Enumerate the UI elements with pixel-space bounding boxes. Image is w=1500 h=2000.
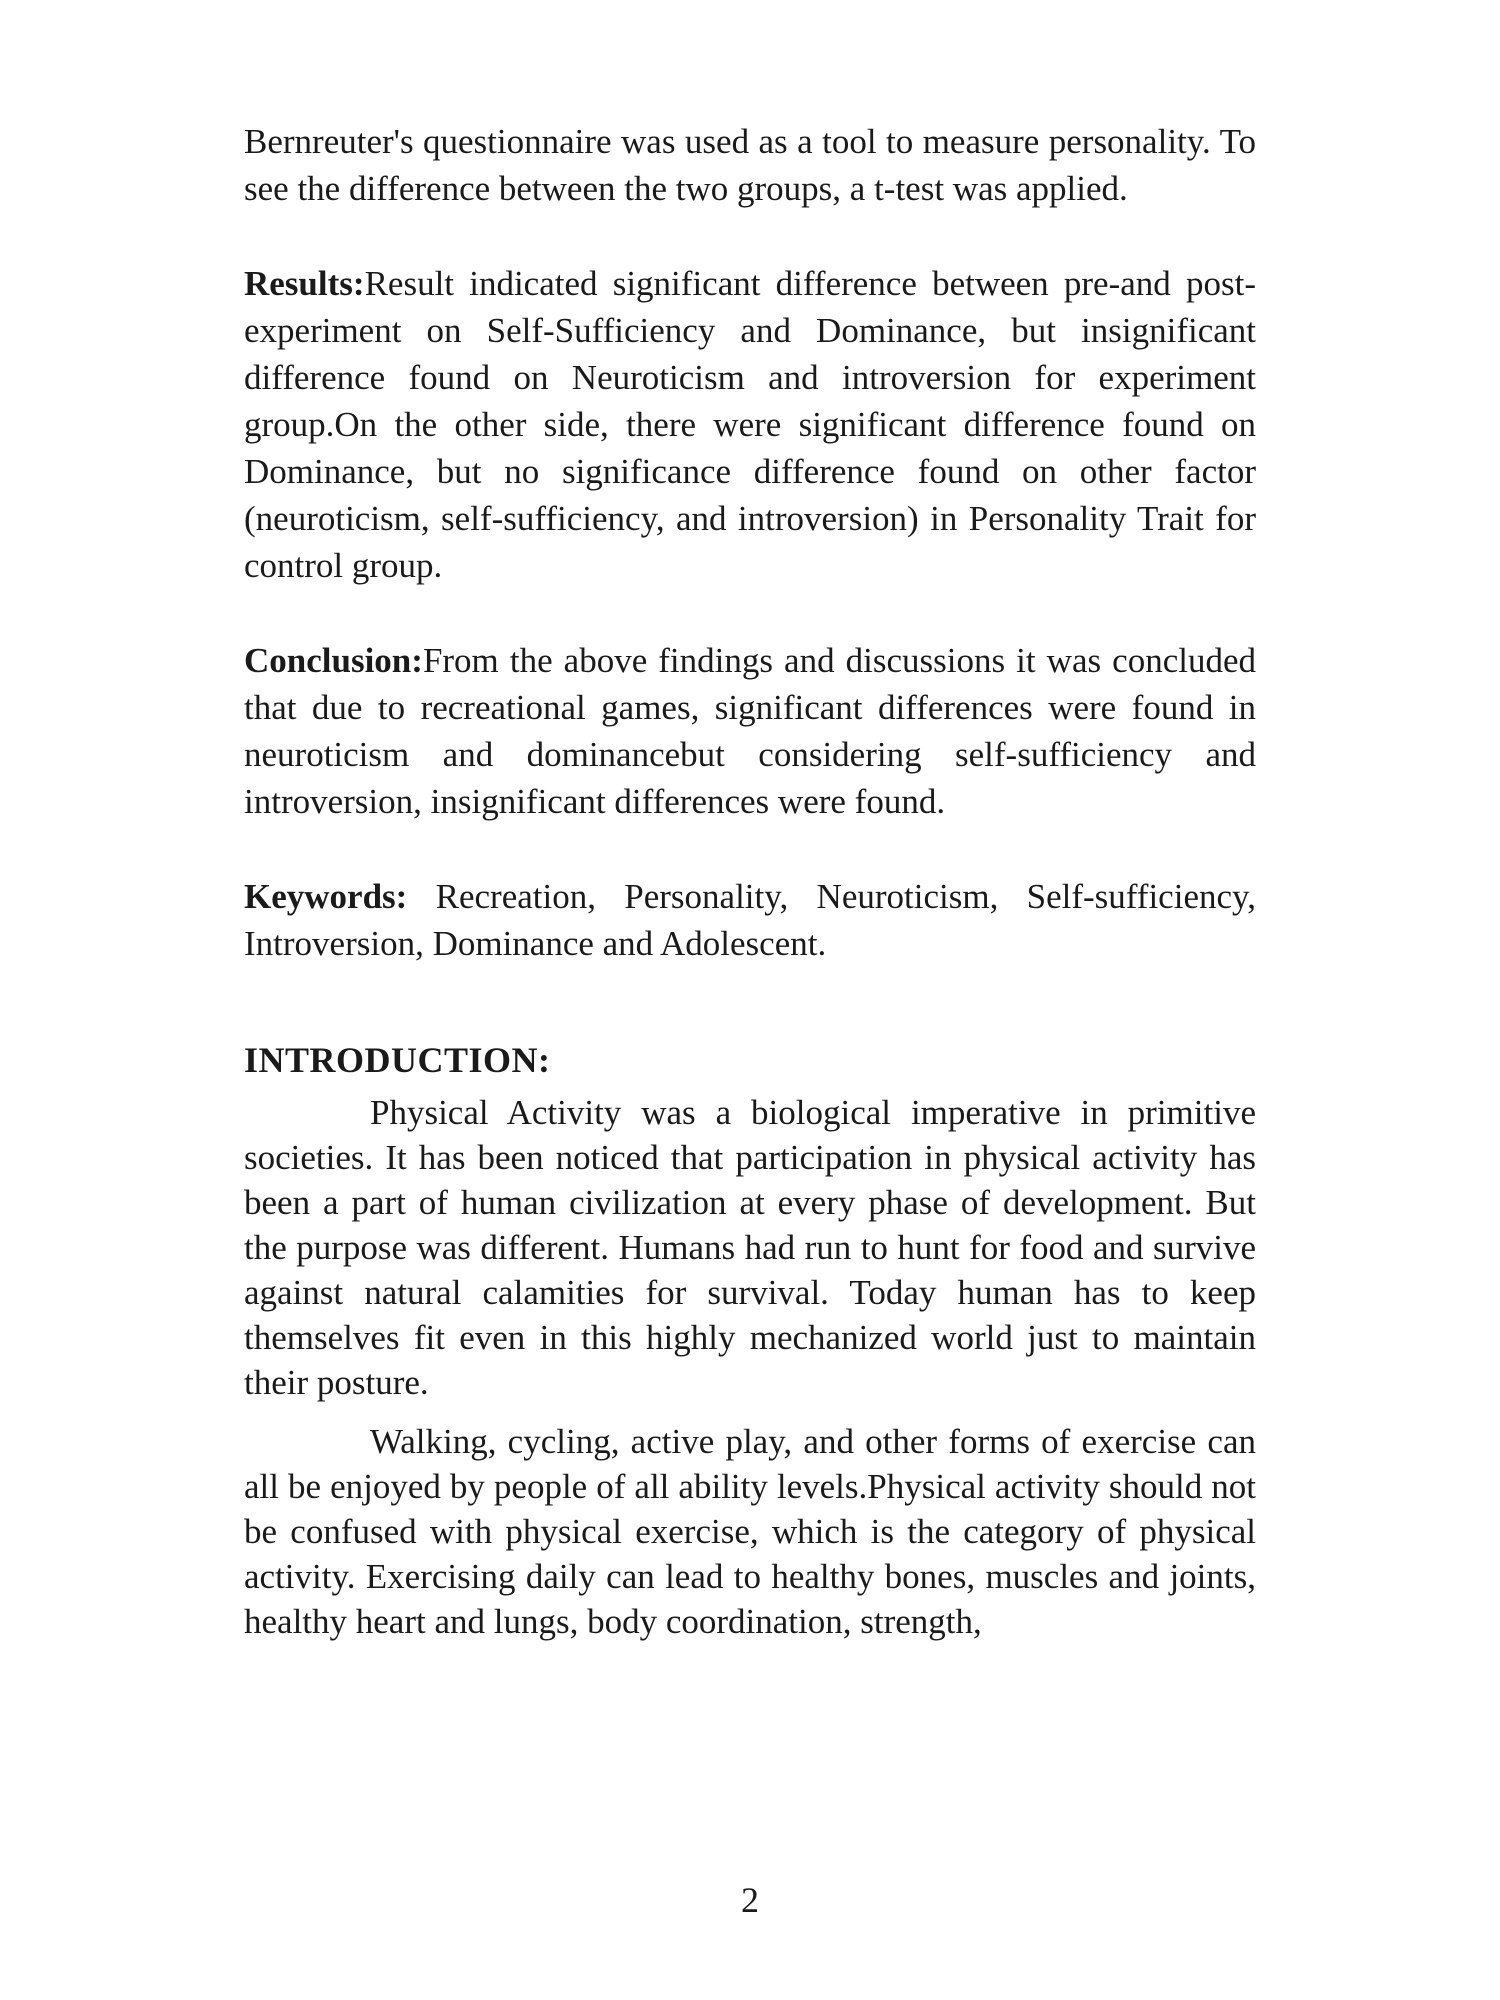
introduction-heading: INTRODUCTION:	[244, 1040, 551, 1080]
introduction-paragraph-2: Walking, cycling, active play, and other forms of exercise can all be enjoyed by people of all ability levels.Physical activity should not be confused with physical exercise, which is the category of physical activity. Exercising daily can lead to healthy bones, muscles and joints, healthy heart and lungs, body coordination, strength,	[244, 1422, 1256, 1641]
conclusion-text: From the above findings and discussions it was concluded that due to recreational games, significant differences were found in neuroticism and dominancebut considering self-sufficiency and introversion, insignificant differences were found.	[244, 641, 1256, 821]
page-number: 2	[741, 1880, 759, 1920]
page-body	[244, 118, 1256, 1644]
introduction-paragraph-1: Physical Activity was a biological imperative in primitive societies. It has been noticed that participation in physical activity has been a part of human civilization at every phase of development. But the purpose was different. Humans had run to hunt for food and survive against natural calamities for survival. Today human has to keep themselves fit even in this highly mechanized world just to maintain their posture.	[244, 1093, 1256, 1402]
abstract-method-text: Bernreuter's questionnaire was used as a tool to measure personality. To see the difference between the two groups, a t-test was applied.	[244, 122, 1256, 208]
abstract-conclusion	[244, 637, 1256, 825]
abstract-keywords	[244, 873, 1256, 967]
abstract-results	[244, 260, 1256, 589]
conclusion-label: Conclusion:	[244, 641, 423, 680]
keywords-text: Recreation, Personality, Neuroticism, Self-sufficiency, Introversion, Dominance and Adolescent.	[244, 877, 1256, 963]
results-label: Results:	[244, 264, 365, 303]
keywords-label: Keywords:	[244, 877, 408, 916]
results-text: Result indicated significant difference between pre-and post-experiment on Self-Sufficiency and Dominance, but insignificant difference found on Neuroticism and introversion for experiment group.On the other side, there were significant difference found on Dominance, but no significance difference found on other factor (neuroticism, self-sufficiency, and introversion) in Personality Trait for control group.	[244, 264, 1256, 585]
